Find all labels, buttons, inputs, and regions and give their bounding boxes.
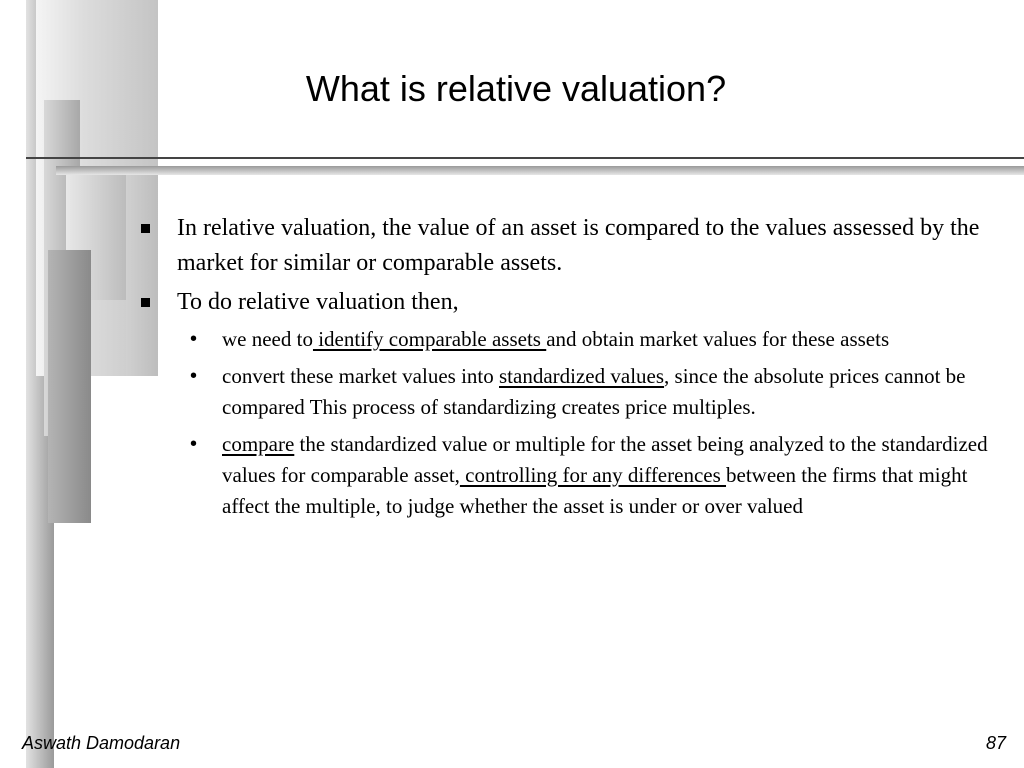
slide-title: What is relative valuation? xyxy=(305,68,727,109)
dot-bullet-icon: • xyxy=(190,328,198,350)
square-bullet-icon xyxy=(141,224,150,233)
page-number: 87 xyxy=(985,733,1006,753)
slide-body xyxy=(140,211,1000,528)
sub-bullet-text: convert these market values into standardized values, since the absolute prices cannot be compared This process of standardizing creates price multiples. xyxy=(222,364,966,419)
underlined-phrase: standardized values xyxy=(499,364,665,388)
sub-bullet-text: compare the standardized value or multiple for the asset being analyzed to the standardized values for comparable asset, controlling for any differences between the firms that might affect the multiple, to judge whether the asset is under or over valued xyxy=(222,432,988,518)
bullet-item xyxy=(140,211,1000,281)
sub-bullet-item xyxy=(140,324,1000,355)
underlined-phrase: identify comparable assets xyxy=(312,327,547,351)
sub-bullet-item xyxy=(140,361,1000,423)
underlined-phrase: controlling for any differences xyxy=(459,463,727,487)
bullet-item xyxy=(140,285,1000,320)
dot-bullet-icon: • xyxy=(190,365,198,387)
square-bullet-icon xyxy=(141,298,150,307)
bullet-text: In relative valuation, the value of an asset is compared to the values assessed by the market for similar or comparable assets. xyxy=(177,215,980,276)
title-divider xyxy=(26,157,1024,159)
underlined-phrase: compare xyxy=(222,432,295,456)
sub-bullet-text: we need to identify comparable assets and obtain market values for these assets xyxy=(222,327,890,351)
dot-bullet-icon: • xyxy=(190,433,198,455)
footer-author: Aswath Damodaran xyxy=(22,733,181,753)
bullet-text: To do relative valuation then, xyxy=(177,289,459,315)
decor-bar xyxy=(48,250,91,523)
title-divider-shadow xyxy=(56,166,1024,175)
sub-bullet-item xyxy=(140,429,1000,522)
